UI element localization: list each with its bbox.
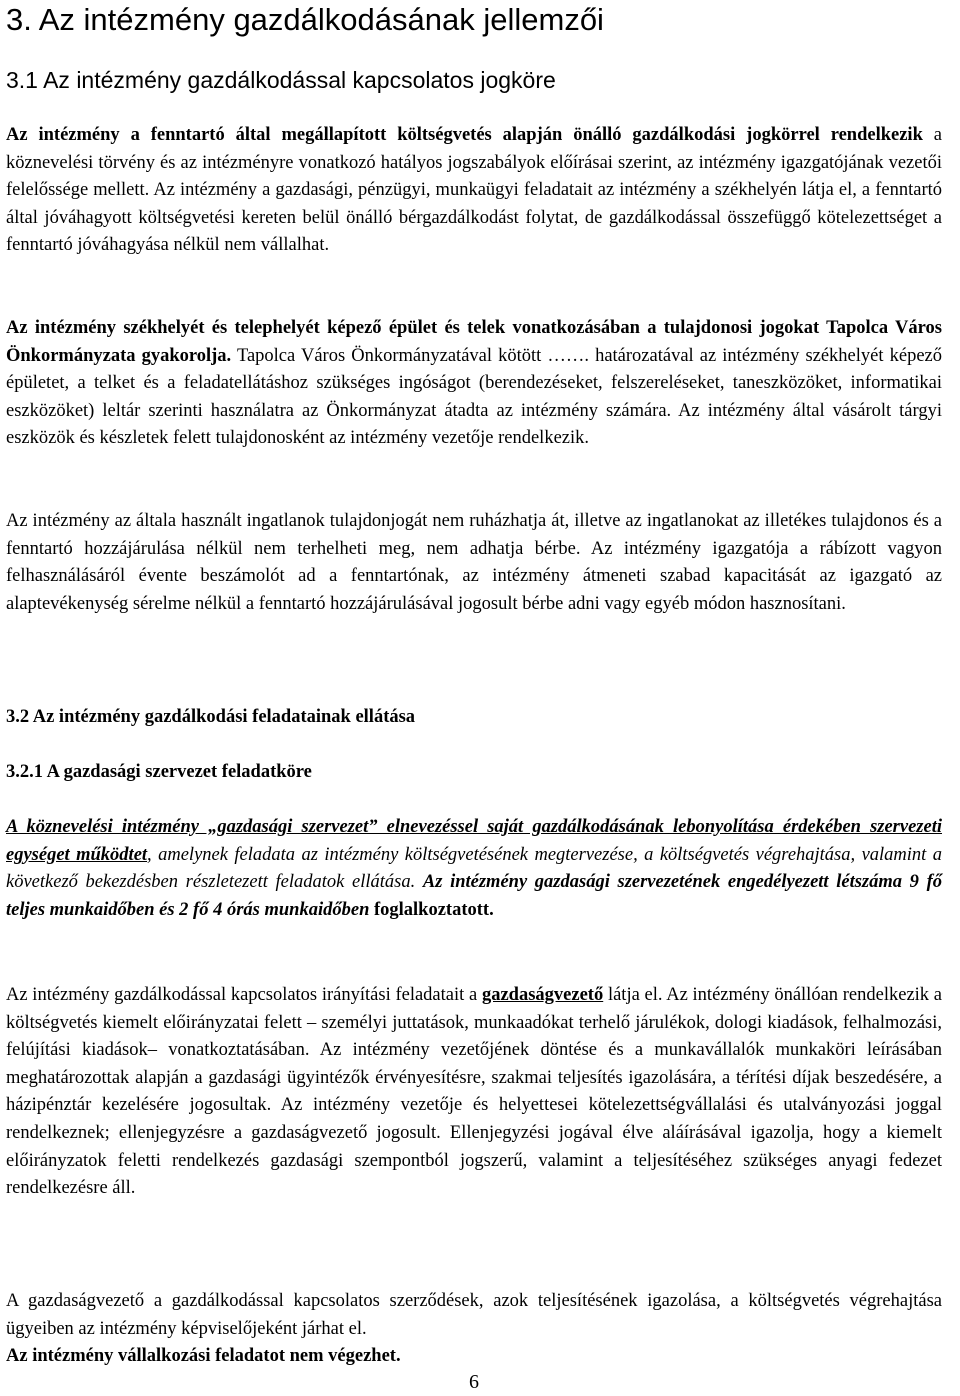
paragraph-gazdasagi-letszam: Az intézmény gazdasági szervezetének engedélyezett létszáma 9 fő teljes munkaidőben és 2 fő 4 órás munkaidőben (6, 872, 942, 920)
section-heading-3-1: 3.1 Az intézmény gazdálkodással kapcsolatos jogköre (6, 67, 556, 93)
paragraph-gazdasagi-szervezet (6, 814, 942, 924)
paragraph-ingatlanok: Az intézmény az általa használt ingatlanok tulajdonjogát nem ruházhatja át, illetve az ingatlanokat az illetékes tulajdonos és a fenntartó hozzájárulása nélkül nem terhelheti meg, nem adhatja bérbe. Az intézmény igazgatója a rábízott vagyon felhasználásáról évente beszámolót ad a fenntartónak, az intézmény átmeneti szabad kapacitását az igazgató az alaptevékenység sérelme nélkül a fenntartó hozzájárulásával jogosult bérbe adni vagy egyéb módon hasznosítani. (6, 511, 942, 614)
paragraph-tulajdonosi-rest: Tapolca Város Önkormányzatával kötött ……. határozatával az intézmény székhelyét képező épületet, a telket és a feladatellátáshoz szükséges ingóságot (berendezéseket, felszereléseket, taneszközöket, informatikai eszközöket) leltár szerinti használatra az Önkormányzat átadta az intézmény számára. Az intézmény által vásárolt tárgyi eszközök és készletek felett tulajdonosként az intézmény vezetője rendelkezik. (6, 345, 942, 449)
section-heading-3-2-1: 3.2.1 A gazdasági szervezet feladatköre (6, 762, 312, 782)
paragraph-jogkor-bold: Az intézmény a fenntartó által megállapított költségvetés alapján önálló gazdálkodási jogkörrel rendelkezik (6, 125, 923, 145)
paragraph-jogkor (6, 122, 942, 260)
chapter-heading: 3. Az intézmény gazdálkodásának jellemzői (6, 2, 604, 37)
paragraph-iranyitas-pre: Az intézmény gazdálkodással kapcsolatos irányítási feladatait a (6, 985, 482, 1005)
paragraph-tulajdonosi-jogok (6, 315, 942, 453)
paragraph-vallalkozas-bold: Az intézmény vállalkozási feladatot nem végezhet. (6, 1346, 401, 1366)
paragraph-tulajdonosi-bold: Az intézmény székhelyét és telephelyét képező épület és telek vonatkozásában a tulajdonosi jogokat Tapolca Város Önkormányzata gyakorolja. (6, 318, 942, 366)
paragraph-gazdasagi-tail: foglalkoztatott. (369, 899, 494, 920)
paragraph-vallalkozas (6, 1343, 942, 1371)
page-number: 6 (469, 1371, 479, 1393)
paragraph-iranyitas-gazdasagvezeto: gazdaságvezető (481, 985, 604, 1005)
paragraph-iranyitas (6, 982, 942, 1203)
paragraph-gazdasagi-italic: , amelynek feladata az intézmény költségvetésének megtervezése, a költségvetés végrehajtása, valamint a következő bekezdésben részletezett feladatok ellátása. (6, 844, 942, 893)
paragraph-gazdasagi-bi-underline: A köznevelési intézmény „gazdasági szervezet” elnevezéssel saját gazdálkodásának lebonyolítása érdekében szervezeti egységet működtet (6, 817, 942, 865)
paragraph-szerzodesek: A gazdaságvezető a gazdálkodással kapcsolatos szerződések, azok teljesítésének igazolása, a költségvetés végrehajtása ügyeiben az intézmény képviselőjeként járhat el. (6, 1291, 942, 1339)
paragraph-iranyitas-post: látja el. Az intézmény önállóan rendelkezik a költségvetés kiemelt előirányzatai felett – személyi juttatások, munkaadókat terhelő járulékok, dologi kiadások, felhalmozási, felújítási kiadások– vonatkoztatásában. Az intézmény vezetőjének döntése és a munkavállalók munkaköri leírásában meghatározottak alapján a gazdasági ügyintézők érvényesítésre, szakmai teljesítés igazolására, a térítési díjak beszedésére, a házipénztár kezelésére jogosultak. Az intézmény vezetője és helyettesei kötelezettségvállalási és utalványozási joggal rendelkeznek; ellenjegyzésre a gazdaságvezető jogosult. Ellenjegyzési jogával élve aláírásával igazolja, hogy a kiemelt előirányzatok feletti rendelkezés gazdasági szempontból jogszerű, valamint a teljesítéséhez szükséges anyagi fedezet rendelkezésre áll. (6, 985, 943, 1199)
paragraph-jogkor-rest: a köznevelési törvény és az intézményre vonatkozó hatályos jogszabályok előírásai szerint, az intézmény igazgatójának vezetői felelőssége mellett. (6, 125, 943, 201)
section-heading-3-2: 3.2 Az intézmény gazdálkodási feladatainak ellátása (6, 707, 416, 727)
paragraph-jogkor-second: Az intézmény a gazdasági, pénzügyi, munkaügyi feladatait az intézmény a székhelyén látja el, a fenntartó által jóváhagyott költségvetési kereten belül önálló bérgazdálkodást folytat, de gazdálkodással összefüggő kötelezettséget a fenntartó jóváhagyása nélkül nem vállalhat. (6, 180, 942, 256)
